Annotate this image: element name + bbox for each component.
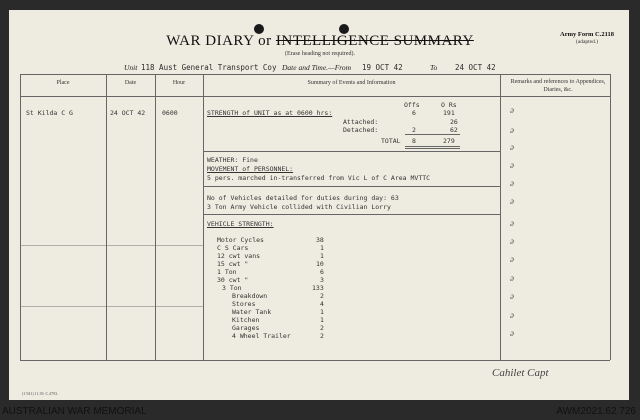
tick-mark: ə: [510, 254, 514, 264]
section-divider: [203, 151, 500, 152]
title-main: WAR DIARY or: [166, 33, 272, 49]
strength-col-ors: O Rs: [441, 101, 457, 109]
title-struck: INTELLIGENCE SUMMARY: [275, 33, 474, 49]
vehicle-name: 15 cwt ": [217, 260, 249, 268]
vehicle-name: 12 cwt vans: [217, 252, 261, 260]
vehicle-name: Stores: [232, 300, 256, 308]
collision-text: 3 Ton Army Vehicle collided with Civilian Lorry: [207, 203, 391, 211]
vehicle-name: Breakdown: [232, 292, 268, 300]
row-divider: [20, 245, 203, 246]
tick-mark: ə: [510, 328, 514, 338]
tick-mark: ə: [510, 291, 514, 301]
strength-offrs: 6: [412, 109, 416, 117]
tick-mark: ə: [510, 236, 514, 246]
column-divider: [106, 74, 107, 360]
vehicle-name: 4 Wheel Trailer: [232, 332, 291, 340]
page-title: [0, 33, 640, 50]
vehicle-count: 2: [320, 292, 324, 300]
date-label: Date and Time.—From: [282, 63, 352, 72]
tick-mark: ə: [510, 178, 514, 188]
table-left-border: [20, 74, 21, 360]
detached-offrs: 2: [412, 126, 416, 134]
section-divider: [203, 214, 500, 215]
strength-ors: 191: [443, 109, 455, 117]
total-ors: 279: [443, 137, 455, 145]
vehicle-name: 1 Ton: [217, 268, 237, 276]
vehicle-count: 4: [320, 300, 324, 308]
vehicle-count: 133: [312, 284, 324, 292]
vehicle-name: Motor Cycles: [217, 236, 264, 244]
vehicle-name: C S Cars: [217, 244, 249, 252]
date-from: 19 OCT 42: [362, 63, 403, 72]
tick-mark: ə: [510, 310, 514, 320]
strength-col-offrs: Offs: [404, 101, 420, 109]
tick-mark: ə: [510, 160, 514, 170]
movement-text: 5 pers. marched in-transferred from Vic L of C Area MVTTC: [207, 174, 431, 182]
total-double-rule: [405, 146, 460, 147]
print-code: (1 941) 11.39. C.4793.: [22, 391, 59, 396]
tick-mark: ə: [510, 105, 514, 115]
vehicle-count: 38: [316, 236, 324, 244]
vehicle-name: Kitchen: [232, 316, 260, 324]
form-adapted: (adapted.): [575, 39, 599, 45]
column-divider: [203, 74, 204, 360]
total-label: TOTAL: [381, 137, 401, 145]
vehicle-count: 1: [320, 244, 324, 252]
vehicle-count: 6: [320, 268, 324, 276]
detached-label: Detached:: [343, 126, 379, 134]
signature: Cahilet Capt: [492, 367, 549, 379]
tick-mark: ə: [510, 142, 514, 152]
vehicle-count: 2: [320, 332, 324, 340]
footer-credit: AUSTRALIAN WAR MEMORIAL: [2, 406, 147, 417]
column-header-remarks: Remarks and references to Appendices, Diaries, &c.: [510, 79, 606, 93]
table-bottom-border: [20, 360, 610, 361]
unit-label: Unit: [124, 63, 138, 72]
vehicle-count: 3: [320, 276, 324, 284]
total-rule: [405, 134, 460, 135]
to-label: To: [430, 63, 438, 72]
entry-hour: 0600: [162, 109, 178, 117]
table-right-border: [610, 74, 611, 360]
vehicle-count: 2: [320, 324, 324, 332]
vehicles-detailed-text: No of Vehicles detailed for duties during day: 63: [207, 194, 399, 202]
weather-text: WEATHER: Fine: [207, 156, 258, 164]
vehicle-name: Water Tank: [232, 308, 272, 316]
section-divider: [203, 186, 500, 187]
erase-note: (Erase heading not required).: [285, 51, 355, 57]
vehicle-name: Garages: [232, 324, 260, 332]
movement-heading: MOVEMENT of PERSONNEL:: [207, 165, 294, 173]
tick-mark: ə: [510, 218, 514, 228]
attached-label: Attached:: [343, 118, 379, 126]
entry-date: 24 OCT 42: [110, 109, 146, 117]
vehicle-name: 30 cwt ": [217, 276, 249, 284]
column-divider: [155, 74, 156, 360]
vehicle-count: 1: [320, 308, 324, 316]
total-double-rule: [405, 148, 460, 149]
strength-heading: STRENGTH of UNIT as at 0600 hrs:: [207, 109, 333, 117]
total-offrs: 8: [412, 137, 416, 145]
table-top-border: [20, 74, 610, 75]
column-header-hour: Hour: [172, 80, 186, 86]
date-to: 24 OCT 42: [455, 63, 496, 72]
header-bottom-border: [20, 96, 610, 97]
tick-mark: ə: [510, 196, 514, 206]
vehicle-count: 10: [316, 260, 324, 268]
tick-mark: ə: [510, 125, 514, 135]
column-header-date: Date: [124, 80, 137, 86]
vehicle-count: 1: [320, 252, 324, 260]
detached-ors: 62: [450, 126, 458, 134]
tick-mark: ə: [510, 273, 514, 283]
vehicle-strength-heading: VEHICLE STRENGTH:: [207, 220, 274, 228]
footer-accession: AWM2021.62.726: [556, 406, 636, 417]
column-divider: [500, 74, 501, 360]
unit-value: 118 Aust General Transport Coy: [141, 63, 277, 72]
column-header-place: Place: [56, 80, 70, 86]
vehicle-name: 3 Ton: [222, 284, 242, 292]
attached-ors: 26: [450, 118, 458, 126]
row-divider: [20, 306, 203, 307]
column-header-summary: Summary of Events and Information: [307, 80, 396, 86]
vehicle-count: 1: [320, 316, 324, 324]
entry-place: St Kilda C G: [26, 109, 73, 117]
form-number: Army Form C.2118: [560, 31, 614, 38]
